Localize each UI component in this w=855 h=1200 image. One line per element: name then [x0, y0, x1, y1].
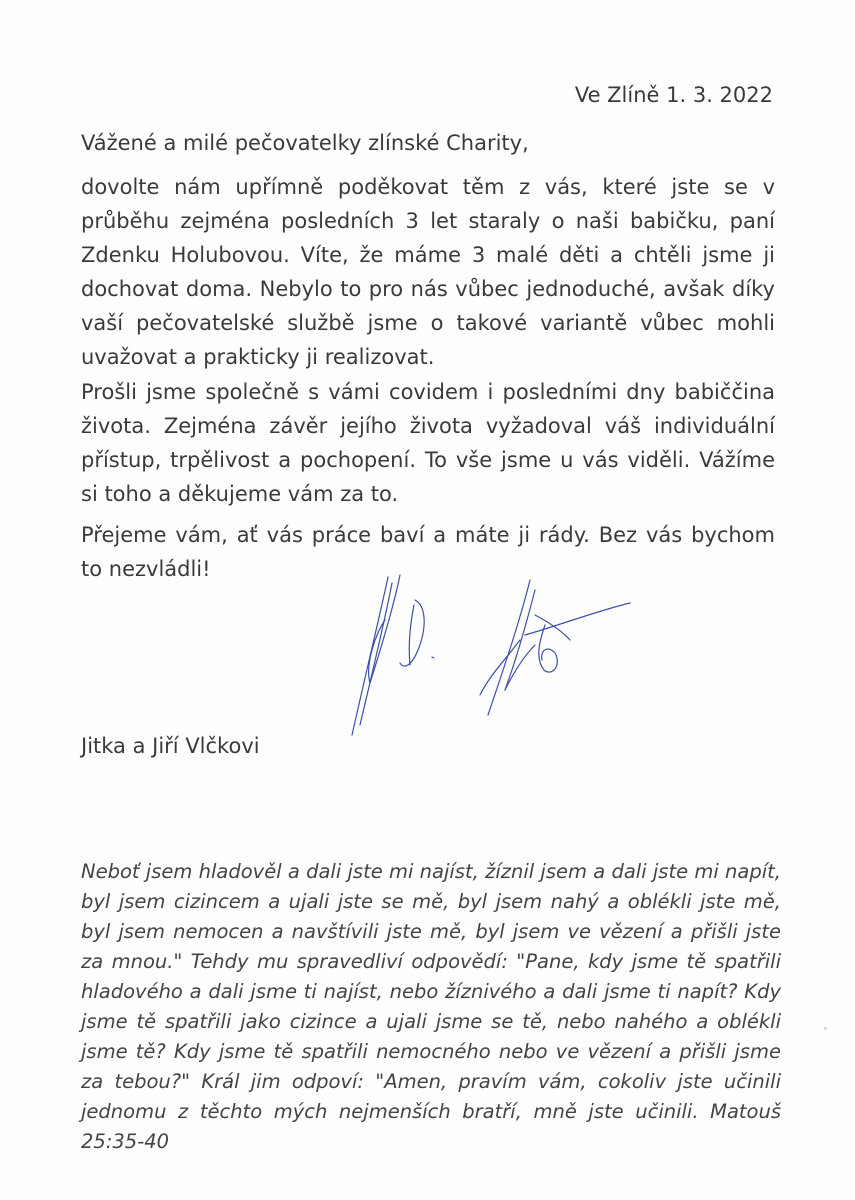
letter-paragraph-1: dovolte nám upřímně poděkovat těm z vás, které jste se v průběhu zejména posledních 3 let staraly o naši babičku, paní Zdenku Holubovou. Víte, že máme 3 malé děti a chtěli jsme ji dochovat doma. Nebylo to pro nás vůbec jednoduché, avšak díky vaší pečovatelské službě jsme o takové variantě vůbec mohli uvažovat a prakticky ji realizovat. [81, 175, 775, 369]
bible-quote: Neboť jsem hladověl a dali jste mi najíst, žíznil jsem a dali jste mi napít, byl jsem cizincem a ujali jste se mě, byl jsem nahý a oblékli jste mě, byl jsem nemocen a navštívili jste mě, byl jsem ve vězení a přišli jste za mnou." Tehdy mu spravedliví odpovědí: "Pane, kdy jsme tě spatřili hladového a dali jsme ti najíst, nebo žíznivého a dali jsme ti napít? Kdy jsme tě spatřili jako cizince a ujali jsme se tě, nebo nahého a oblékli jsme tě? Kdy jsme tě spatřili nemocného nebo ve vězení a přišli jsme za tebou?" Král jim odpoví: "Amen, pravím vám, cokoliv jste učinili jednomu z těchto mých nejmenších bratří, mně jste učinili. Matouš 25:35-40 [81, 860, 781, 1153]
handwritten-signature [330, 565, 650, 750]
scan-speck [824, 1027, 827, 1030]
letter-paragraph-3: Přejeme vám, ať vás práce baví a máte ji rády. Bez vás bychom to nezvládli! [81, 523, 775, 581]
letter-paragraph-2: Prošli jsme společně s vámi covidem i posledními dny babiččina života. Zejména závěr jejího života vyžadoval váš individuální přístup, trpělivost a pochopení. To vše jsme u vás viděli. Vážíme si toho a děkujeme vám za to. [81, 380, 775, 506]
letter-greeting: Vážené a milé pečovatelky zlínské Charity, [81, 131, 529, 155]
letter-date: Ve Zlíně 1. 3. 2022 [574, 83, 773, 107]
letter-signers: Jitka a Jiří Vlčkovi [81, 734, 260, 758]
